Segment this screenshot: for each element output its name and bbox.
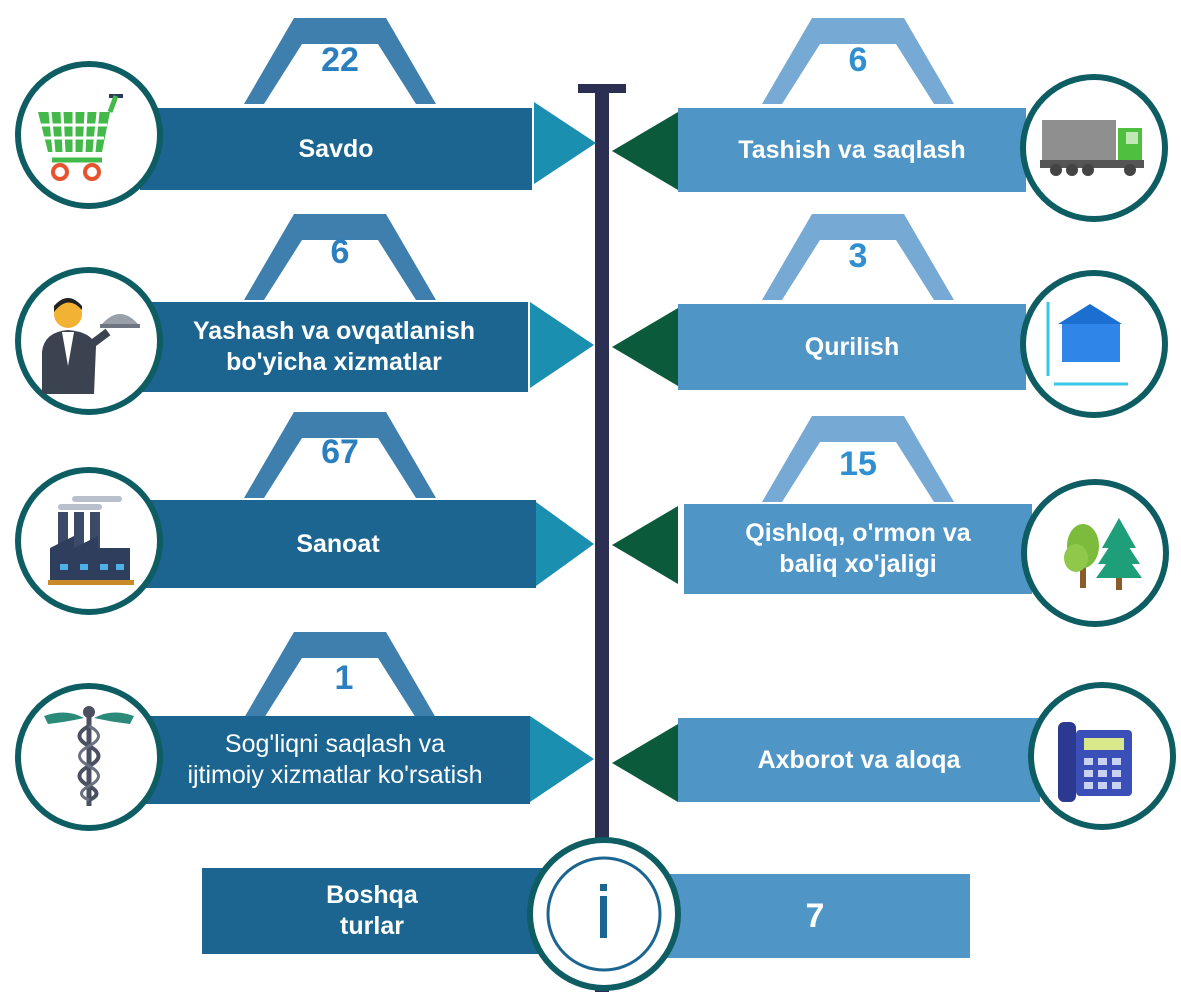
- other-label-bar: [202, 868, 542, 954]
- count-sogliq: 1: [334, 659, 354, 697]
- info-icon: [524, 834, 684, 999]
- count-qishloq: 15: [839, 445, 877, 483]
- spine-cap: [578, 84, 626, 93]
- other-label-line-1: Boshqa: [326, 881, 418, 909]
- sector-label: Tashish va saqlash: [738, 135, 966, 164]
- truck-icon: [1018, 72, 1170, 229]
- shopping-cart-icon: [14, 60, 164, 215]
- count-yashash: 6: [330, 233, 350, 271]
- other-label-line-2: turlar: [340, 912, 404, 940]
- count-qurilish: 3: [848, 237, 868, 275]
- house-icon: [1018, 268, 1170, 425]
- sector-label-line-2: baliq xo'jaligi: [779, 550, 937, 578]
- count-savdo: 22: [321, 41, 359, 79]
- caduceus-icon: [14, 682, 164, 837]
- sector-bar-axborot: [678, 718, 1040, 802]
- sector-label-line-2: bo'yicha xizmatlar: [226, 348, 442, 376]
- sector-bar-qurilish: [678, 304, 1026, 390]
- arrow-left-pointer: [610, 722, 680, 804]
- arrow-left-pointer: [610, 110, 680, 192]
- arrow-right-pointer: [528, 714, 596, 804]
- sector-label-line-1: Qishloq, o'rmon va: [745, 519, 971, 547]
- arrow-right-pointer: [532, 100, 598, 186]
- arrow-left-pointer: [610, 504, 680, 586]
- other-count-bar: [660, 874, 970, 958]
- telephone-icon: [1026, 680, 1178, 837]
- sector-bar-savdo: [140, 108, 532, 190]
- sector-bar-sogliq: [140, 716, 530, 804]
- arrow-left-pointer: [610, 306, 680, 388]
- trees-icon: [1020, 478, 1170, 633]
- count-tashish: 6: [848, 41, 868, 79]
- sector-label-line-2: ijtimoiy xizmatlar ko'rsatish: [187, 761, 483, 789]
- count-sanoat: 67: [321, 433, 359, 471]
- arrow-right-pointer: [528, 300, 596, 390]
- other-count: 7: [805, 896, 825, 935]
- sector-label-line-1: Yashash va ovqatlanish: [192, 317, 476, 345]
- sector-label-line-1: Sog'liqni saqlash va: [224, 730, 446, 758]
- sector-bar-tashish: [678, 108, 1026, 192]
- arrow-right-pointer: [534, 500, 596, 588]
- sector-label: Savdo: [298, 134, 374, 163]
- sector-bar-sanoat: [140, 500, 536, 588]
- sector-bar-yashash: [140, 302, 528, 392]
- factory-icon: [14, 466, 164, 621]
- sector-bar-qishloq: [684, 504, 1032, 594]
- sector-label: Axborot va aloqa: [757, 745, 961, 774]
- sector-label: Qurilish: [804, 332, 900, 361]
- sector-label: Sanoat: [296, 529, 380, 558]
- waiter-icon: [14, 266, 164, 421]
